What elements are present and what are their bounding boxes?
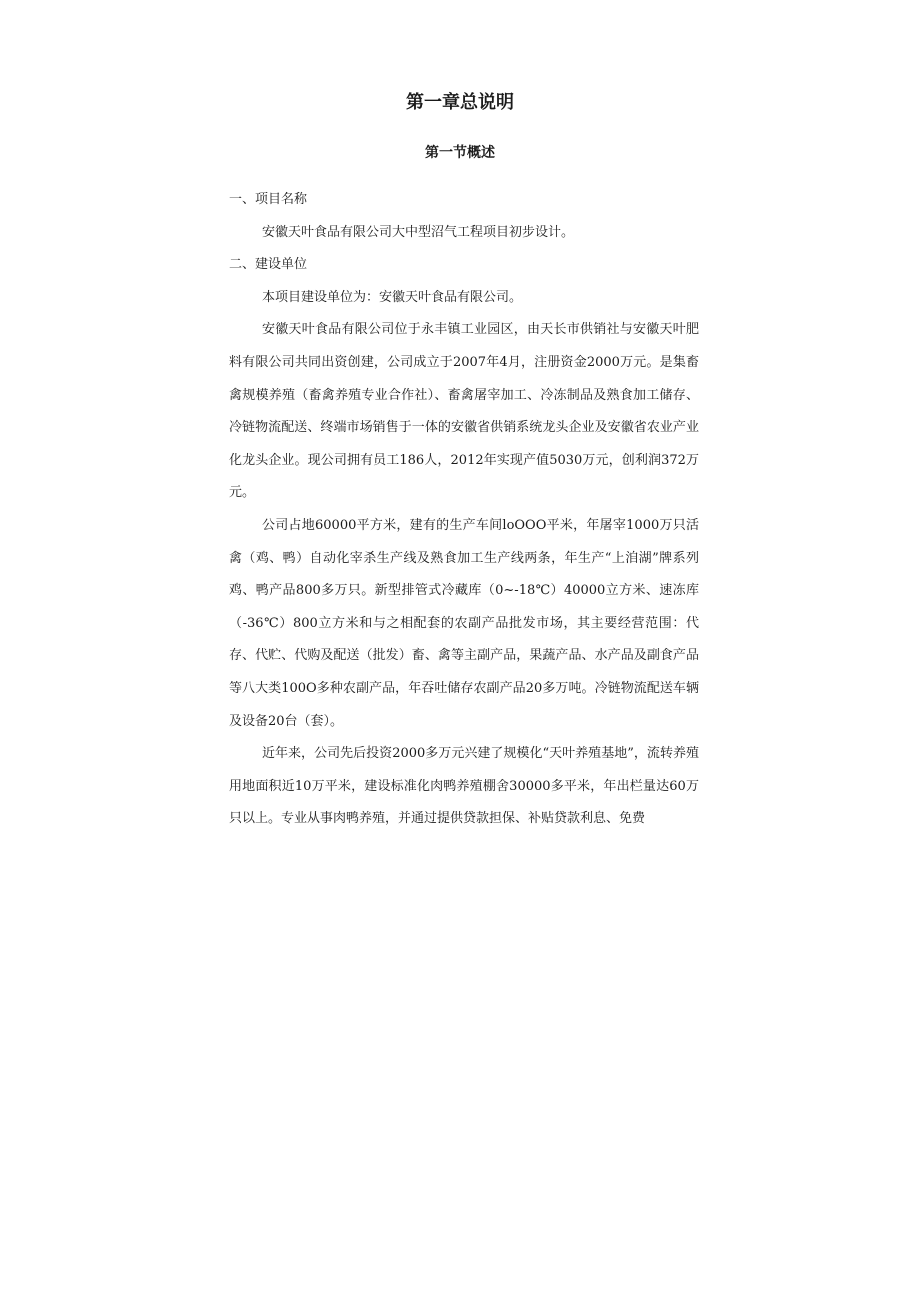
item-heading-project-name: 一、项目名称 bbox=[229, 192, 308, 207]
paragraph-construction-unit: 本项目建设单位为：安徽天叶食品有限公司。 bbox=[262, 289, 523, 305]
document-body bbox=[229, 184, 699, 836]
paragraph-company-facilities: 公司占地60000平方米，建有的生产车间loOOO平米，年屠宰1000万只活禽（鸡、鸭）自动化宰杀生产线及熟食加工生产线两条，年生产“上洎湖”牌系列鸡、鸭产品800多万只。新型排管式冷藏库（0~-18℃）40000立方米、速冻库（-36℃）800立方米和与之相配套的农副产品批发市场，其主要经营范围：代存、代贮、代购及配送（批发）畜、禽等主副产品，果蔬产品、水产品及副食产品等八大类100O多种农副产品，年吞吐储存农副产品20多万吨。冷链物流配送车辆及设备20台（套）。 bbox=[229, 517, 699, 729]
item-heading-construction-unit: 二、建设单位 bbox=[229, 257, 308, 273]
section-title: 第一节概述 bbox=[425, 145, 495, 161]
paragraph-recent-investment: 近年来，公司先后投资2000多万元兴建了规模化“天叶养殖基地”，流转养殖用地面积近10万平米，建设标准化肉鸭养殖棚舍30000多平米，年出栏量达60万只以上。专业从事肉鸭养殖，并通过提供贷款担保、补贴贷款利息、免费 bbox=[229, 746, 699, 827]
chapter-title: 第一章总说明 bbox=[406, 92, 514, 113]
paragraph-company-intro: 安徽天叶食品有限公司位于永丰镇工业园区，由天长市供销社与安徽天叶肥料有限公司共同出资创建，公司成立于2007年4月，注册资金2000万元。是集畜禽规模养殖（畜禽养殖专业合作社）、畜禽屠宰加工、冷冻制品及熟食加工储存、冷链物流配送、终端市场销售于一体的安徽省供销系统龙头企业及安徽省农业产业化龙头企业。现公司拥有员工186人，2012年实现产值5030万元，创利润372万元。 bbox=[229, 322, 699, 501]
paragraph-project-name: 安徽天叶食品有限公司大中型沼气工程项目初步设计。 bbox=[262, 224, 575, 240]
